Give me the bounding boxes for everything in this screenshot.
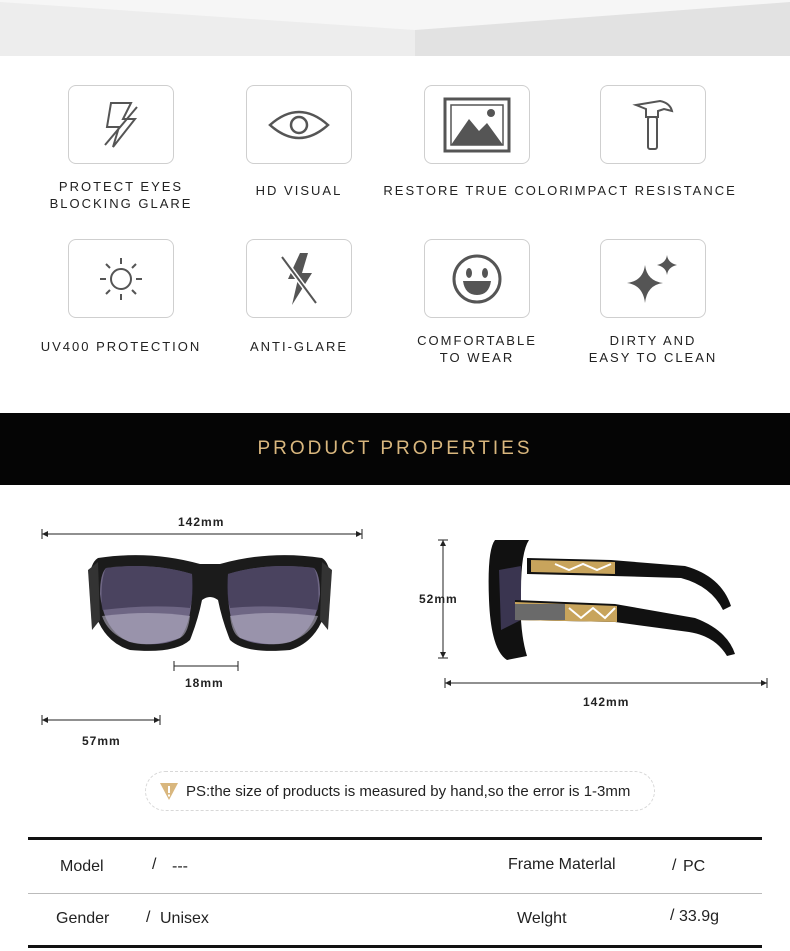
spec-table-divider xyxy=(28,893,762,894)
frame-label: Frame Materlal xyxy=(508,856,616,873)
feature-label: UV400 PROTECTION xyxy=(40,339,202,354)
feature-label: DIRTY AND EASY TO CLEAN xyxy=(588,333,718,365)
weight-value: 33.9g xyxy=(679,908,720,925)
gender-value: Unisex xyxy=(160,910,209,927)
feature-uv400 xyxy=(21,239,221,355)
feature-label: COMFORTABLE TO WEAR xyxy=(417,333,537,365)
model-label: Model xyxy=(60,858,104,875)
feature-hd-visual xyxy=(199,85,399,199)
picture-icon xyxy=(424,85,530,164)
bridge-label: 18mm xyxy=(185,676,224,690)
frame-separator: / xyxy=(672,857,677,874)
height-label: 52mm xyxy=(419,592,458,606)
anti-glare-icon xyxy=(246,239,352,318)
weight-separator: / xyxy=(670,907,675,924)
temple-length-label: 142mm xyxy=(583,695,630,709)
feature-label: IMPACT RESISTANCE xyxy=(569,183,737,198)
feature-easy-clean xyxy=(553,239,753,366)
top-decor-band xyxy=(0,0,790,56)
spec-table-top-rule xyxy=(28,837,762,840)
measurement-note xyxy=(145,771,655,811)
top-band-shape xyxy=(0,0,790,56)
sunglasses-front-image xyxy=(88,555,332,651)
feature-label: HD VISUAL xyxy=(255,183,343,198)
front-width-label: 142mm xyxy=(178,515,225,529)
feature-impact-resistance xyxy=(553,85,753,199)
lightning-icon xyxy=(68,85,174,164)
spec-table-bottom-rule xyxy=(28,945,762,948)
banner-title: PRODUCT PROPERTIES xyxy=(257,438,533,459)
front-view-diagram xyxy=(40,520,370,750)
feature-label: ANTI-GLARE xyxy=(249,339,348,354)
lens-width-label: 57mm xyxy=(82,734,121,748)
feature-label: RESTORE TRUE COLOR xyxy=(383,183,571,198)
weight-label: Welght xyxy=(517,910,567,927)
model-value: --- xyxy=(172,858,188,875)
feature-restore-color xyxy=(377,85,577,199)
feature-anti-glare xyxy=(199,239,399,355)
note-text: PS:the size of products is measured by hand,so the error is 1-3mm xyxy=(186,782,631,800)
smiley-icon xyxy=(424,239,530,318)
side-view-diagram xyxy=(435,530,775,700)
frame-value: PC xyxy=(683,858,706,875)
gender-separator: / xyxy=(146,909,151,926)
sun-icon xyxy=(68,239,174,318)
sparkle-icon xyxy=(600,239,706,318)
model-separator: / xyxy=(152,856,157,873)
hammer-icon xyxy=(600,85,706,164)
sunglasses-side-image xyxy=(489,540,735,660)
feature-label: PROTECT EYES BLOCKING GLARE xyxy=(49,179,193,211)
product-properties-banner xyxy=(0,413,790,485)
eye-icon xyxy=(246,85,352,164)
feature-protect-eyes xyxy=(21,85,221,212)
feature-comfortable xyxy=(377,239,577,366)
gender-label: Gender xyxy=(56,910,110,927)
warning-triangle-icon xyxy=(158,780,180,802)
